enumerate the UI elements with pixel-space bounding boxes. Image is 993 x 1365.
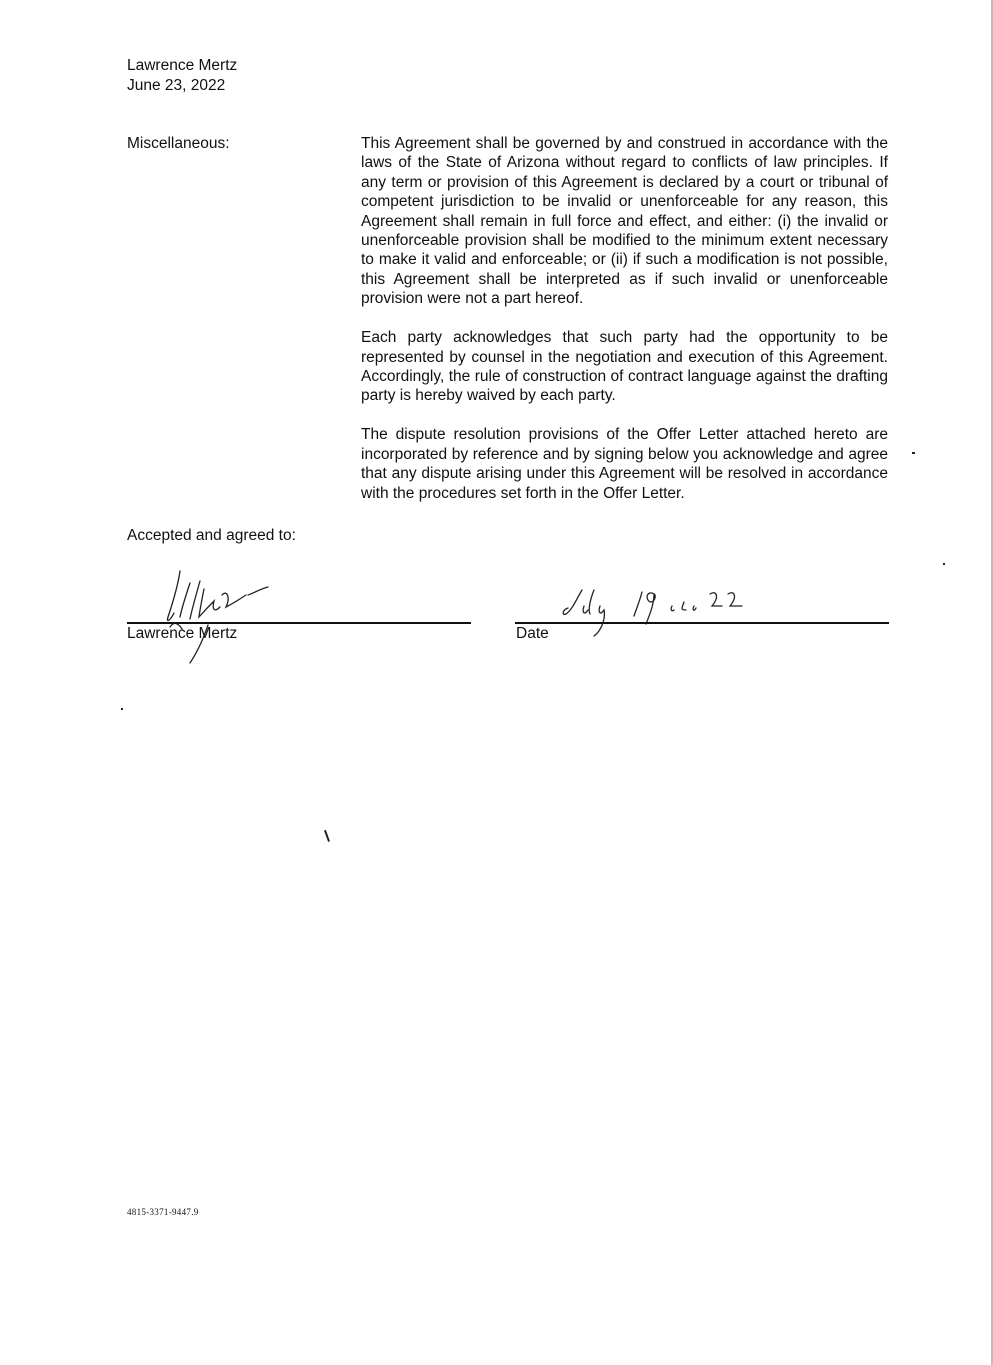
letter-date: June 23, 2022 [127, 77, 226, 94]
signature-line [127, 622, 471, 624]
scan-speck [943, 563, 945, 565]
dispute-resolution-paragraph: The dispute resolution provisions of the Offer Letter attached hereto are incorporated by reference and by signing below you acknowledge and agree that any dispute arising under this Agreement will be resolved in accordance with the procedures set forth in the Offer Letter. [361, 426, 888, 502]
governing-law-paragraph: This Agreement shall be governed by and construed in accordance with the laws of the State of Arizona without regard to conflicts of law principles. If any term or provision of this Agreement is declared by a court or tribunal of competent jurisdiction to be invalid or unenforceable for any reason, this Agreement shall remain in full force and effect, and either: (i) the invalid or unenforceable provision shall be modified to the minimum extent necessary to make it valid and enforceable; or (ii) if such a modification is not possible, this Agreement shall be interpreted as if such invalid or unenforceable provision were not a part hereof. [361, 135, 888, 308]
scan-speck [121, 708, 123, 710]
scan-speck [912, 452, 915, 454]
document-number: 4815-3371-9447.9 [127, 1207, 199, 1217]
scan-speck [324, 830, 330, 842]
section-body [361, 134, 888, 522]
handwritten-date [560, 580, 760, 640]
acceptance-heading: Accepted and agreed to: [127, 527, 296, 544]
section-label: Miscellaneous: [127, 135, 230, 152]
handwritten-signature [150, 565, 290, 675]
date-line [515, 622, 889, 624]
recipient-name: Lawrence Mertz [127, 57, 238, 74]
signer-name-label: Lawrence Mertz [127, 625, 238, 642]
counsel-paragraph: Each party acknowledges that such party had the opportunity to be represented by counsel in the negotiation and execution of this Agreement. Accordingly, the rule of construction of contract language against the drafting party is hereby waived by each party. [361, 329, 888, 405]
letter-header [127, 56, 237, 96]
date-label: Date [516, 625, 549, 642]
